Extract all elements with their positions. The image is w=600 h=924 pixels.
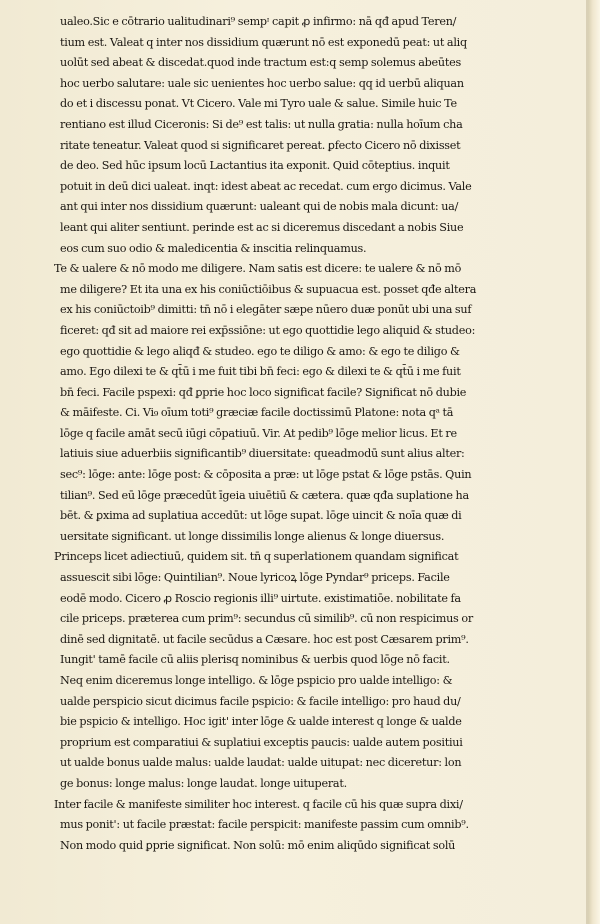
text-line: potuit in deū dici ualeat. inqt: idest abeat ac recedat. cum ergo dicimus. Vale	[60, 179, 472, 193]
paragraph-start-line: Princeps licet adiectiuū, quidem sit. tn̄ q superlationem quandam significat	[54, 550, 459, 564]
text-line: eodē modo. Cicero ꝓ Roscio regionis illi⁹ uirtute. existimatiōe. nobilitate fa	[60, 591, 461, 605]
text-line: proprium est comparatiui & suplatiui exceptis paucis: ualde autem positiui	[60, 735, 463, 749]
paragraph-start-line: Inter facile & manifeste similiter hoc interest. q facile cū his quæ supra dixi/	[54, 797, 463, 811]
text-line: hoc uerbo salutare: uale sic uenientes hoc uerbo salue: qq id uerbū aliquan	[60, 76, 464, 90]
text-line: Neq enim diceremus longe intelligo. & lōge pspicio pro ualde intelligo: &	[60, 674, 453, 687]
text-line: ego quottidie & lego aliqđ & studeo. ego te diligo & amo: & ego te diligo &	[60, 344, 460, 358]
text-line: bie pspicio & intelligo. Hoc igit' inter lōge & ualde interest q longe & ualde	[60, 715, 462, 729]
text-line: Iungit' tamē facile cū aliis plerisq nominibus & uerbis quod lōge nō facit.	[60, 653, 450, 667]
text-line: do et i discessu ponat. Vt Cicero. Vale mi Tyro uale & salue. Simile huic Te	[60, 97, 457, 111]
page-text-block	[54, 12, 580, 856]
text-line: ficeret: qđ sit ad maiore rei exp̄ssiōne: ut ego quottidie lego aliquid & studeo:	[60, 323, 476, 337]
text-line: Non modo quid ꝑprie significat. Non solū: mō enim aliqūdo significat solū	[60, 838, 456, 852]
text-line: ritate teneatur. Valeat quod si significaret pereat. ꝑfecto Cicero nō dixisset	[60, 138, 461, 152]
text-line: ut ualde bonus ualde malus: ualde laudat: ualde uitupat: nec diceretur: lon	[60, 756, 462, 770]
text-line: ex his coniūctoib⁹ dimitti: tn̄ nō i elegāter sæpe nūero duæ ponūt ubi una suf	[60, 303, 472, 317]
text-line: ge bonus: longe malus: longe laudat. longe uituperat.	[60, 776, 347, 790]
text-line: uolūt sed abeat & discedat.quod inde tractum est:q semp solemus abeūtes	[60, 56, 461, 70]
page-edge	[588, 0, 600, 924]
text-line: tilian⁹. Sed eū lōge præcedūt īgeia uiuētiū & cætera. quæ qđa suplatione ha	[60, 488, 469, 502]
text-line: latiuis siue aduerbiis significantib⁹ diuersitate: queadmodū sunt alius alter:	[60, 447, 465, 461]
text-line: dinē sed dignitatē. ut facile secūdus a Cæsare. hoc est post Cæsarem prim⁹.	[60, 632, 469, 646]
text-line: rentiano est illud Ciceronis: Si de⁹ est talis: ut nulla gratia: nulla hoīum cha	[60, 117, 463, 131]
text-line: assuescit sibi lōge: Quintilian⁹. Noue lyricoꝝ lōge Pyndar⁹ priceps. Facile	[60, 571, 450, 585]
text-line: amo. Ego dilexi te & qt̄ū i me fuit tibi bn̄ feci: ego & dilexi te & qt̄ū i me fuit	[60, 365, 461, 379]
text-line: bēt. & ꝑxima ad suplatiua accedūt: ut lōge supat. lōge uincit & noīa quæ di	[60, 509, 462, 523]
text-line: uersitate significant. ut longe dissimilis longe alienus & longe diuersus.	[60, 529, 445, 543]
text-line: lōge q facile amāt secū iūgi cōpatiuū. Vir. At pedib⁹ lōge melior licus. Et re	[60, 426, 457, 440]
text-line: cile priceps. præterea cum prim⁹: secundus cū similib⁹. cū non respicimus or	[60, 612, 473, 626]
text-line: & māifeste. Ci. Vi₉ oīum toti⁹ græciæ facile doctissimū Platone: nota qᵃ tā	[60, 406, 454, 420]
text-line: mus ponit': ut facile præstat: facile perspicit: manifeste passim cum omnib⁹.	[60, 818, 469, 832]
text-line: eos cum suo odio & maledicentia & inscitia relinquamus.	[60, 241, 367, 255]
text-line: ant qui inter nos dissidium quærunt: ualeant qui de nobis mala dicunt: ua/	[60, 200, 459, 214]
paragraph-start-line: Te & ualere & nō modo me diligere. Nam satis est dicere: te ualere & nō mō	[54, 262, 462, 276]
text-line: bn̄ feci. Facile pspexi: qđ ꝑprie hoc loco significat facile? Significat nō dubie	[60, 385, 467, 399]
text-line: leant qui aliter sentiunt. perinde est ac si diceremus discedant a nobis Siue	[60, 220, 464, 234]
text-line: ualde perspicio sicut dicimus facile pspicio: & facile intelligo: pro haud du/	[60, 694, 461, 708]
text-line: de deo. Sed hūc ipsum locū Lactantius ita exponit. Quid cōteptius. inquit	[60, 159, 450, 173]
text-line: sec⁹: lōge: ante: lōge post: & cōposita a præ: ut lōge pstat & lōge pstās. Quin	[60, 468, 472, 482]
text-line: tium est. Valeat q inter nos dissidium quærunt nō est exponedū peat: ut aliq	[60, 35, 467, 49]
text-line: ualeo.Sic e cōtrario ualitudinari⁹ sempᶦ capit ꝓ infirmo: nā qđ apud Teren/	[60, 15, 457, 28]
text-line: me diligere? Et ita una ex his coniūctiōibus & supuacua est. posset qđe altera	[60, 282, 477, 296]
